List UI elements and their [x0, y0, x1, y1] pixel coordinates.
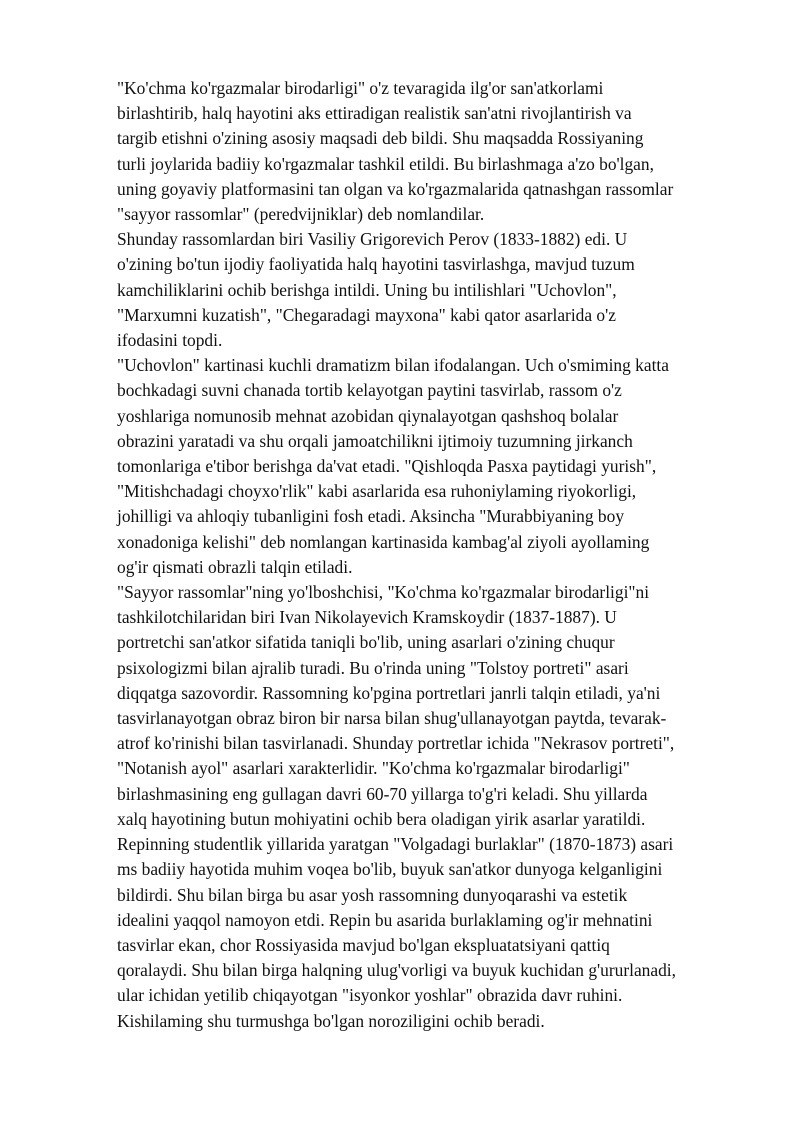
paragraph-uchovlon: "Uchovlon" kartinasi kuchli dramatizm bilan ifodalangan. Uch o'smiming katta bochkadagi suvni chanada tortib kelayotgan paytini tasvirlab, rassom o'z yoshlariga nomunosib mehnat azobidan qiynalayotgan qashshoq bolalar obrazini yaratadi va shu orqali jamoatchilikni ijtimoiy tuzumning jirkanch tomonlariga e'tibor berishga da'vat etadi. "Qishloqda Pasxa paytidagi yurish", "Mitishchadagi choyxo'rlik" kabi asarlarida esa ruhoniylaming riyokorligi, johilligi va ahloqiy tubanligini fosh etadi. Aksincha "Murabbiyaning boy xonadoniga kelishi" deb nomlangan kartinasida kambag'al ziyoli ayollaming og'ir qismati obrazli talqin etiladi. [117, 355, 669, 577]
document-page [117, 76, 747, 1034]
paragraph-perov: Shunday rassomlardan biri Vasiliy Grigorevich Perov (1833-1882) edi. U o'zining bo'tun ijodiy faoliyatida halq hayotini tasvirlashga, mavjud tuzum kamchiliklarini ochib berishga intildi. Uning bu intilishlari "Uchovlon", "Marxumni kuzatish", "Chegaradagi mayxona" kabi qator asarlarida o'z ifodasini topdi. [117, 229, 635, 351]
paragraph-kramskoy-repin: "Sayyor rassomlar"ning yo'lboshchisi, "Ko'chma ko'rgazmalar birodarligi"ni tashkilotchilaridan biri Ivan Nikolayevich Kramskoydir (1837-1887). U portretchi san'atkor sifatida taniqli bo'lib, uning asarlari o'zining chuqur psixologizmi bilan ajralib turadi. Bu o'rinda uning "Tolstoy portreti" asari diqqatga sazovordir. Rassomning ko'pgina portretlari janrli talqin etiladi, ya'ni tasvirlanayotgan obraz biron bir narsa bilan shug'ullanayotgan paytda, tevarak- atrof ko'rinishi bilan tasvirlanadi. Shunday portretlar ichida "Nekrasov portreti", "Notanish ayol" asarlari xarakterlidir. "Ko'chma ko'rgazmalar birodarligi" birlashmasining eng gullagan davri 60-70 yillarga to'g'ri keladi. Shu yillarda xalq hayotining butun mohiyatini ochib bera oladigan yirik asarlar yaratildi. Repinning studentlik yillarida yaratgan "Volgadagi burlaklar" (1870-1873) asari ms badiiy hayotida muhim voqea bo'lib, buyuk san'atkor dunyoga kelganligini bildirdi. Shu bilan birga bu asar yosh rassomning dunyoqarashi va estetik idealini yaqqol namoyon etdi. Repin bu asarida burlaklaming og'ir mehnatini tasvirlar ekan, chor Rossiyasida mavjud bo'lgan ekspluatatsiyani qattiq qoralaydi. Shu bilan birga halqning ulug'vorligi va buyuk kuchidan g'ururlanadi, ular ichidan yetilib chiqayotgan "isyonkor yoshlar" obrazida davr ruhini. Kishilaming shu turmushga bo'lgan noroziligini ochib beradi. [117, 582, 676, 1031]
paragraph-peredvizhniki-intro: "Ko'chma ko'rgazmalar birodarligi" o'z tevaragida ilg'or san'atkorlami birlashtirib, halq hayotini aks ettiradigan realistik san'atni rivojlantirish va targib etishni o'zining asosiy maqsadi deb bildi. Shu maqsadda Rossiyaning turli joylarida badiiy ko'rgazmalar tashkil etildi. Bu birlashmaga a'zo bo'lgan, uning goyaviy platformasini tan olgan va ko'rgazmalarida qatnashgan rassomlar "sayyor rassomlar" (peredvijniklar) deb nomlandilar. [117, 78, 674, 225]
